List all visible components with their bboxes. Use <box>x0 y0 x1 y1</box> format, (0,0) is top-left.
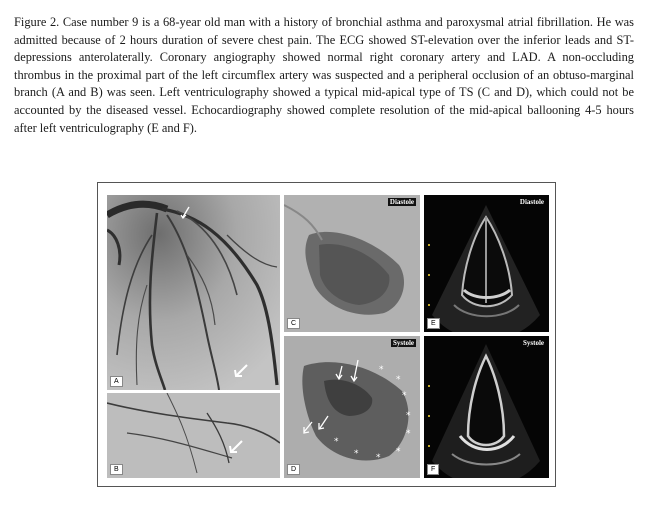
svg-text:*: * <box>354 449 359 459</box>
echo-image-e <box>424 195 549 332</box>
svg-text:*: * <box>406 411 411 421</box>
panel-e-label: E <box>427 318 440 329</box>
echo-image-f <box>424 336 549 478</box>
ventriculogram-image-d <box>284 336 420 478</box>
panel-b-label: B <box>110 464 123 475</box>
panel-a-angiogram <box>107 195 280 390</box>
svg-text:*: * <box>396 375 401 385</box>
svg-text:*: * <box>406 429 411 439</box>
panel-d-title: Systole <box>393 339 414 347</box>
ventriculogram-image-c <box>284 195 420 332</box>
panel-f-title: Systole <box>523 339 544 347</box>
panel-d-ventriculogram <box>284 336 420 478</box>
svg-text:*: * <box>334 437 339 447</box>
figure-panel-grid <box>97 182 556 487</box>
angiogram-image-b <box>107 393 280 478</box>
panel-f-label: F <box>427 464 439 475</box>
panel-f-echocardiogram <box>424 336 549 478</box>
svg-text:*: * <box>396 447 401 457</box>
figure-caption: Figure 2. Case number 9 is a 68-year old man with a history of bronchial asthma and paroxysmal atrial fibrillation. He was admitted because of 2 hours duration of severe chest pain. The ECG showed ST-elevation over the inferior leads and ST-depressions anterolaterally. Coronary angiography showed normal right coronary artery and LAD. A non-occluding thrombus in the proximal part of the left circumflex artery was suspected and a peripheral occlusion of an obtuso-marginal branch (A and B) was seen. Left ventriculography showed a typical mid-apical type of TS (C and D), which could not be accounted by the diseased vessel. Echocardiography showed complete resolution of the mid-apical ballooning 4-5 hours after left ventriculography (E and F). <box>14 15 634 135</box>
svg-text:*: * <box>402 391 407 401</box>
panel-b-angiogram <box>107 393 280 478</box>
angiogram-image-a <box>107 195 280 390</box>
panel-e-title: Diastole <box>519 198 544 206</box>
panel-a-label: A <box>110 376 123 387</box>
panel-c-label: C <box>287 318 300 329</box>
panel-e-echocardiogram <box>424 195 549 332</box>
svg-text:*: * <box>376 453 381 463</box>
panel-c-title: Diastole <box>389 198 414 206</box>
panel-d-label: D <box>287 464 300 475</box>
svg-text:*: * <box>379 365 384 375</box>
panel-c-ventriculogram <box>284 195 420 332</box>
